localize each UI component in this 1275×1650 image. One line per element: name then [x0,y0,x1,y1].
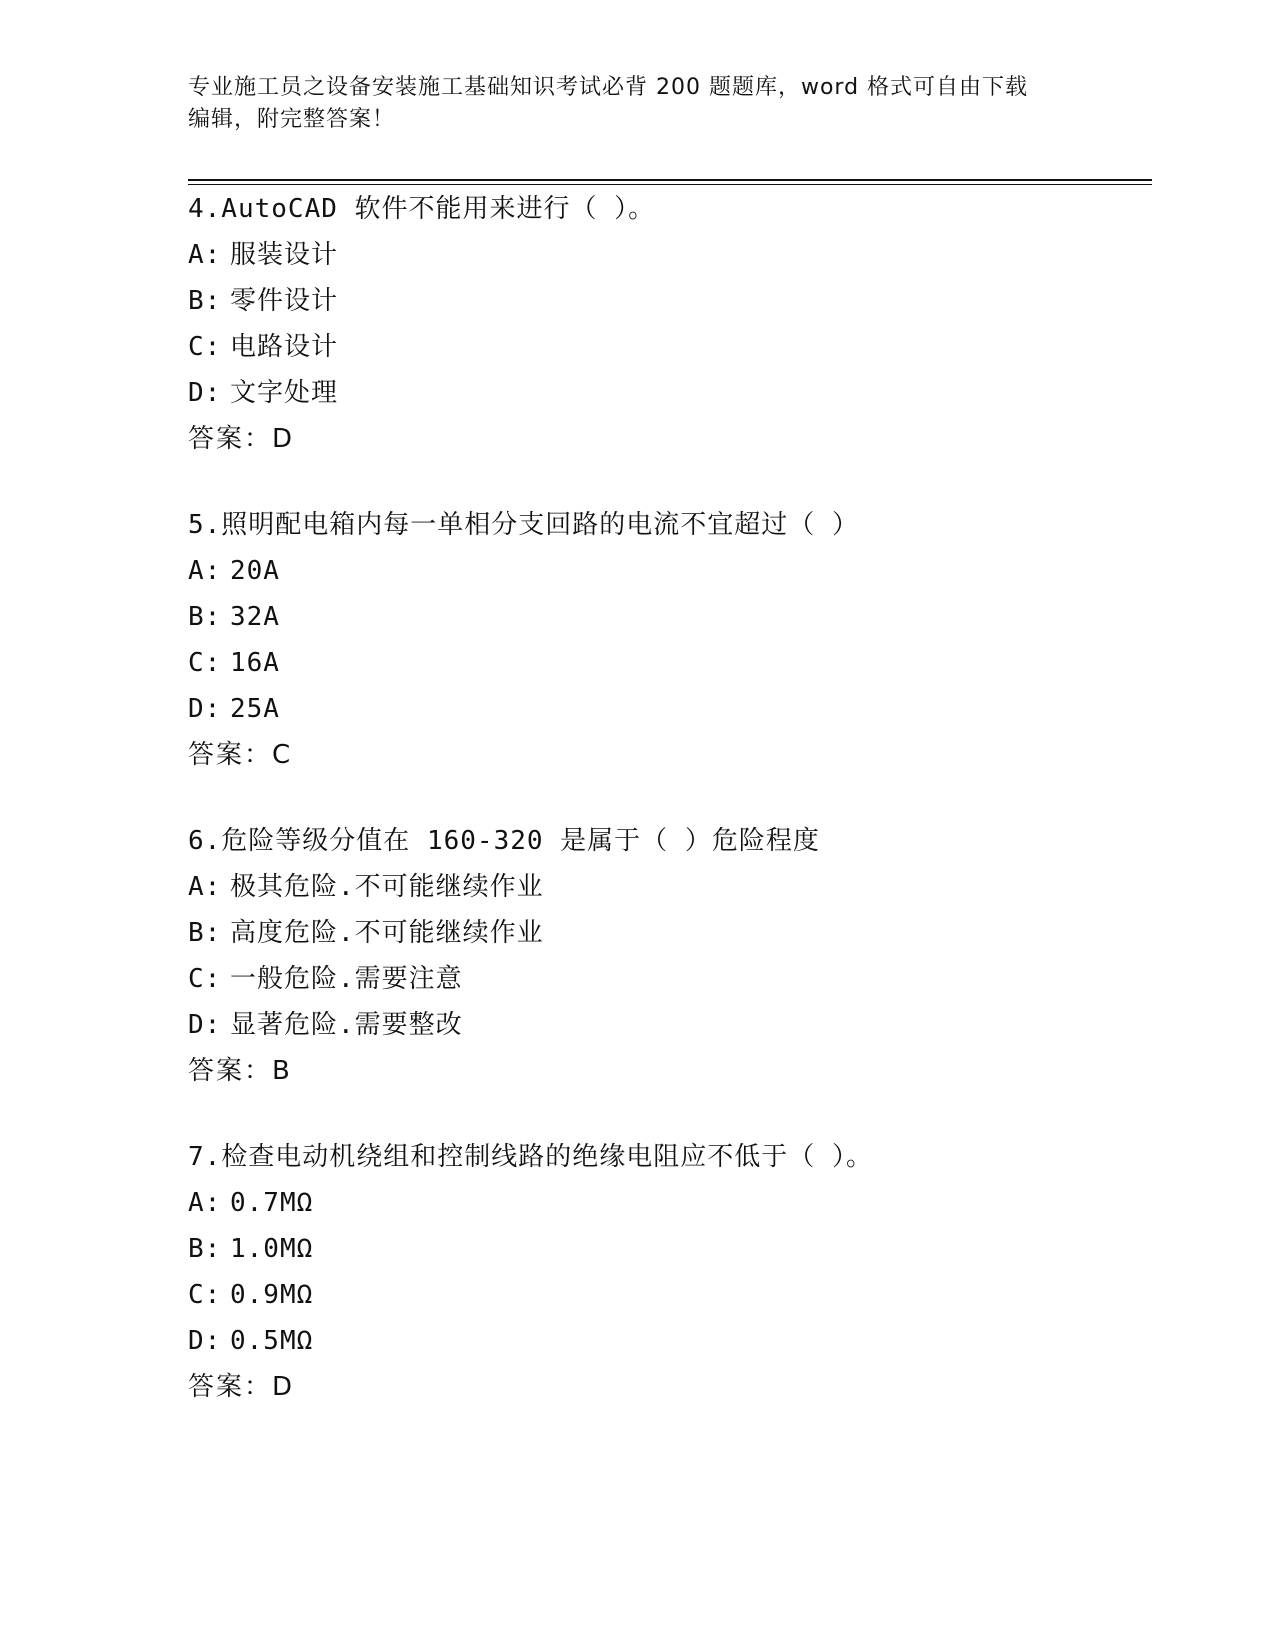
question-7 [188,1134,1148,1410]
header-line-1: 专业施工员之设备安装施工基础知识考试必背 200 题题库，word 格式可自由下载 [188,75,1029,100]
option-letter: C: [188,332,222,362]
option-text: 零件设计 [230,286,339,316]
option-text: 文字处理 [230,378,339,408]
option-letter: D: [188,378,222,408]
option-letter: C: [188,1280,222,1310]
option-text: 16A [230,648,280,678]
document-header [188,72,1088,136]
option-text: 服装设计 [230,240,339,270]
option-d [188,1002,1148,1048]
option-letter: B: [188,918,222,948]
answer-value: B [272,1056,290,1086]
option-text: 25A [230,694,280,724]
option-text: 电路设计 [230,332,339,362]
option-b [188,278,1148,324]
header-line-2: 编辑，附完整答案！ [188,107,396,132]
option-text: 显著危险.需要整改 [230,1010,463,1040]
answer-label: 答案： [188,424,273,454]
answer-value: D [272,1372,293,1402]
option-c [188,1272,1148,1318]
option-letter: A: [188,556,222,586]
option-c [188,956,1148,1002]
option-d [188,1318,1148,1364]
option-letter: C: [188,648,222,678]
option-b [188,1226,1148,1272]
option-c [188,324,1148,370]
option-letter: B: [188,1234,222,1264]
option-text: 高度危险.不可能继续作业 [230,918,544,948]
option-text: 1.0MΩ [230,1234,314,1264]
option-c [188,640,1148,686]
option-letter: D: [188,1326,222,1356]
option-text: 一般危险.需要注意 [230,964,463,994]
option-text: 极其危险.不可能继续作业 [230,872,544,902]
option-letter: C: [188,964,222,994]
question-6 [188,818,1148,1094]
option-letter: A: [188,1188,222,1218]
option-b [188,910,1148,956]
question-title: 5.照明配电箱内每一单相分支回路的电流不宜超过（ ） [188,510,859,540]
option-letter: A: [188,240,222,270]
option-text: 0.7MΩ [230,1188,314,1218]
option-a [188,548,1148,594]
question-title: 4.AutoCAD 软件不能用来进行（ ）。 [188,194,656,224]
option-a [188,232,1148,278]
answer-line [188,1048,1148,1094]
option-text: 0.9MΩ [230,1280,314,1310]
option-letter: B: [188,602,222,632]
question-5 [188,502,1148,778]
header-rule-thin [188,184,1152,185]
option-d [188,370,1148,416]
option-a [188,864,1148,910]
option-a [188,1180,1148,1226]
answer-line [188,416,1148,462]
option-b [188,594,1148,640]
option-text: 20A [230,556,280,586]
option-text: 0.5MΩ [230,1326,314,1356]
option-d [188,686,1148,732]
header-rule-thick [188,179,1152,181]
answer-value: C [272,740,291,770]
question-title: 6.危险等级分值在 160-320 是属于（ ）危险程度 [188,826,820,856]
answer-line [188,1364,1148,1410]
option-letter: B: [188,286,222,316]
question-title: 7.检查电动机绕组和控制线路的绝缘电阻应不低于（ ）。 [188,1142,873,1172]
answer-label: 答案： [188,740,273,770]
option-letter: D: [188,694,222,724]
option-text: 32A [230,602,280,632]
option-letter: A: [188,872,222,902]
answer-line [188,732,1148,778]
option-letter: D: [188,1010,222,1040]
question-4 [188,186,1148,462]
answer-value: D [272,424,293,454]
answer-label: 答案： [188,1372,273,1402]
answer-label: 答案： [188,1056,273,1086]
